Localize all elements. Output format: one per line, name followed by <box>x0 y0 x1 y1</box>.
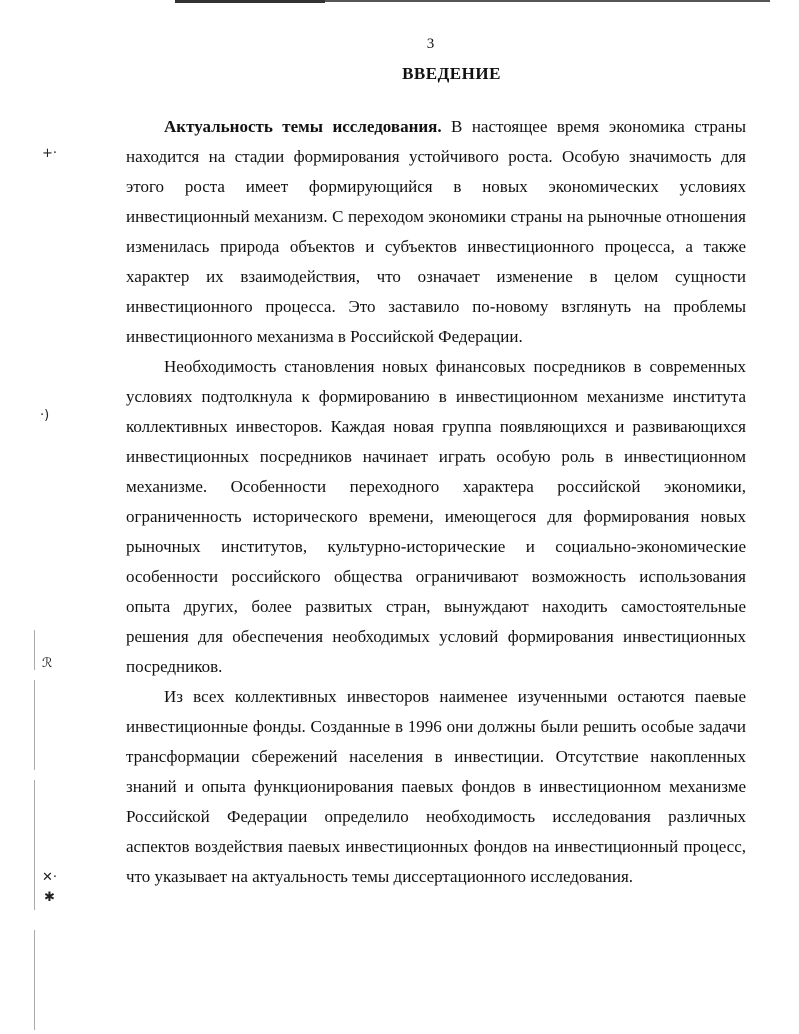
scan-line <box>34 680 35 770</box>
scan-line <box>34 930 35 1030</box>
top-rule-short <box>175 0 325 3</box>
paragraph-intermediaries: Необходимость становления новых финансовых посредников в современных условиях подтолкнула к формированию в инвестиционном механизме института коллективных инвесторов. Каждая новая группа появляющихся и развивающихся инвестиционных посредников начинает играть особую роль в инвестиционном механизме. Особенности переходного характера российской экономики, ограниченность исторического времени, имеющегося для формирования новых рыночных институтов, культурно-исторические и социально-экономические особенности российского общества ограничивают возможность использования опыта других, более развитых стран, вынуждают находить самостоятельные решения для обеспечения необходимых условий формирования инвестиционных посредников. <box>126 357 746 676</box>
scan-line <box>34 780 35 910</box>
scan-artifact: ✕· <box>42 870 58 885</box>
page-title: ВВЕДЕНИЕ <box>402 64 501 83</box>
scan-artifact: ·) <box>40 408 50 423</box>
page-number: 3 <box>426 36 435 52</box>
scan-artifact: +· <box>42 146 58 161</box>
scan-artifact: ✱ <box>44 890 55 905</box>
body-text <box>126 112 746 892</box>
paragraph-relevance <box>126 112 746 352</box>
scan-artifact: ℛ <box>42 656 53 671</box>
paragraph-lead: Актуальность темы исследования. <box>164 117 442 136</box>
scan-line <box>34 630 35 670</box>
paragraph-funds: Из всех коллективных инвесторов наименее изученными остаются паевые инвестиционные фонды. Созданные в 1996 они должны были решить особые задачи трансформации сбережений населения в инвестиции. Отсутствие накопленных знаний и опыта функционирования паевых фондов в инвестиционном механизме Российской Федерации определило необходимость исследования различных аспектов воздействия паевых инвестиционных фондов на инвестиционный процесс, что указывает на актуальность темы диссертационного исследования. <box>126 687 746 886</box>
paragraph-text: В настоящее время экономика страны находится на стадии формирования устойчивого роста. Особую значимость для этого роста имеет формирующийся в новых экономических условиях инвестиционный механизм. С переходом экономики страны на рыночные отношения изменилась природа объектов и субъектов инвестиционного процесса, а также характер их взаимодействия, что означает изменение в целом сущности инвестиционного процесса. Это заставило по-новому взглянуть на проблемы инвестиционного механизма в Российской Федерации. <box>126 117 746 346</box>
